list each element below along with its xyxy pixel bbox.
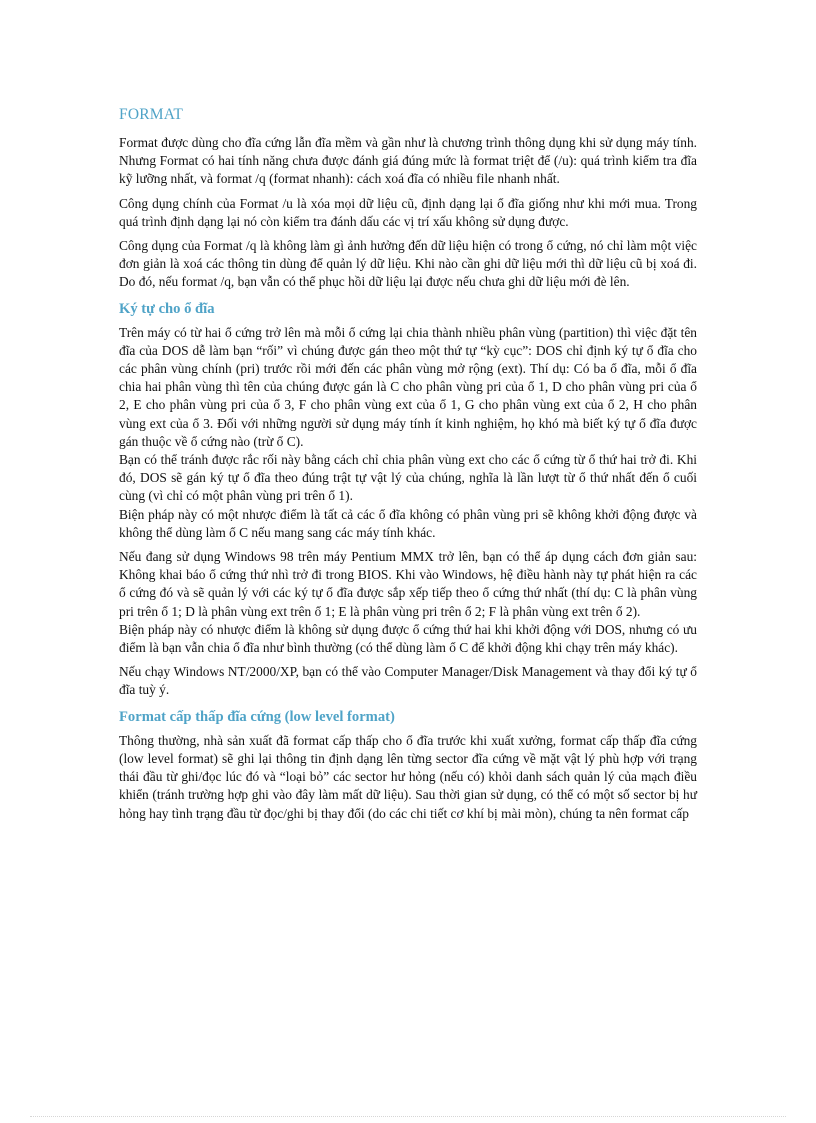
paragraph: Thông thường, nhà sản xuất đã format cấp thấp cho ổ đĩa trước khi xuất xưởng, format cấp thấp đĩa cứng (low level format) sẽ ghi lại thông tin định dạng lên từng sector đĩa cứng về mặt vật lý phù hợp với trạng thái đầu từ ghi/đọc lúc đó và “loại bỏ” các sector hư hỏng (nếu có) khỏi danh sách quản lý của mạch điều khiển (tránh trường hợp ghi vào đây làm mất dữ liệu). Sau thời gian sử dụng, có thể có một số sector bị hư hỏng hay tình trạng đầu từ đọc/ghi bị thay đổi (do các chi tiết cơ khí bị mài mòn), chúng ta nên format cấp — [119, 732, 697, 821]
paragraph: Công dụng của Format /q là không làm gì ảnh hưởng đến dữ liệu hiện có trong ổ cứng, nó chỉ làm một việc đơn giản là xoá các thông tin dùng để quản lý dữ liệu. Khi nào cần ghi dữ liệu mới thì dữ liệu cũ bị xoá đi. Do đó, nếu format /q, bạn vẫn có thể phục hồi dữ liệu lại được nếu chưa ghi dữ liệu mới đè lên. — [119, 238, 697, 290]
paragraph: Biện pháp này có nhược điểm là không sử dụng được ổ cứng thứ hai khi khởi động với DOS, nhưng có ưu điểm là bạn vẫn chia ổ đĩa như bình thường (có thể dùng làm ổ C để khởi động khi chạy trên máy khác). — [119, 621, 697, 656]
page-bottom-rule — [30, 1116, 786, 1117]
paragraph: Bạn có thể tránh được rắc rối này bằng cách chỉ chia phân vùng ext cho các ổ cứng từ ổ thứ hai trở đi. Khi đó, DOS sẽ gán ký tự ổ đĩa theo đúng trật tự vật lý của chúng, nghĩa là lần lượt từ ổ thứ nhất đến ổ cuối cùng (vì chỉ có một phân vùng pri trên ổ 1). — [119, 452, 697, 504]
document-page — [119, 106, 697, 829]
paragraph: Nếu đang sử dụng Windows 98 trên máy Pentium MMX trở lên, bạn có thể áp dụng cách đơn giản sau: Không khai báo ổ cứng thứ nhì trở đi trong BIOS. Khi vào Windows, hệ điều hành này tự phát hiện ra các ổ cứng đó và sẽ quản lý với các ký tự ổ đĩa được sắp xếp tiếp theo ổ cứng thứ nhất (thí dụ: C là phân vùng pri trên ổ 1; D là phân vùng ext trên ổ 1; E là phân vùng pri trên ổ 2; F là phân vùng ext trên ổ 2). — [119, 549, 697, 619]
paragraph: Trên máy có từ hai ổ cứng trở lên mà mỗi ổ cứng lại chia thành nhiều phân vùng (partition) thì việc đặt tên đĩa của DOS dễ làm bạn “rối” vì chúng được gán theo một thứ tự “kỳ cục”: DOS chỉ định ký tự ổ đĩa cho các phân vùng chính (pri) trước rồi mới đến các phân vùng mở rộng (ext). Thí dụ: Có ba ổ đĩa, mỗi ổ đĩa chia hai phân vùng thì tên của chúng được gán là C cho phân vùng pri của ổ 1, D cho phân vùng pri của ổ 2, E cho phân vùng pri của ổ 3, F cho phân vùng ext của ổ 1, G cho phân vùng ext của ổ 2, H cho phân vùng ext của ổ 3. Đối với những người sử dụng máy tính ít kinh nghiệm, họ khó mà biết ký tự ổ đĩa được gán thuộc về ổ cứng nào (trừ ổ C). — [119, 324, 697, 449]
section-heading-drive-letters: Ký tự cho ổ đĩa — [119, 300, 215, 317]
paragraph: Format được dùng cho đĩa cứng lẫn đĩa mềm và gần như là chương trình thông dụng khi sử dụng máy tính. Nhưng Format có hai tính năng chưa được đánh giá đúng mức là format triệt để (/u): quá trình kiểm tra đĩa kỹ lưỡng nhất, và format /q (format nhanh): cách xoá đĩa có nhiều file nhanh nhất. — [119, 135, 697, 187]
paragraph: Biện pháp này có một nhược điểm là tất cả các ổ đĩa không có phân vùng pri sẽ không khởi động được và không thể dùng làm ổ C nếu mang sang các máy tính khác. — [119, 506, 697, 540]
section-heading-format: FORMAT — [119, 106, 184, 123]
paragraph: Nếu chạy Windows NT/2000/XP, bạn có thể vào Computer Manager/Disk Management và thay đổi ký tự ổ đĩa tuỳ ý. — [119, 664, 697, 698]
section-heading-low-level-format: Format cấp thấp đĩa cứng (low level format) — [119, 708, 395, 725]
paragraph: Công dụng chính của Format /u là xóa mọi dữ liệu cũ, định dạng lại ổ đĩa giống như khi mới mua. Trong quá trình định dạng lại nó còn kiểm tra đánh dấu các vị trí xấu không sử dụng được. — [119, 195, 697, 229]
